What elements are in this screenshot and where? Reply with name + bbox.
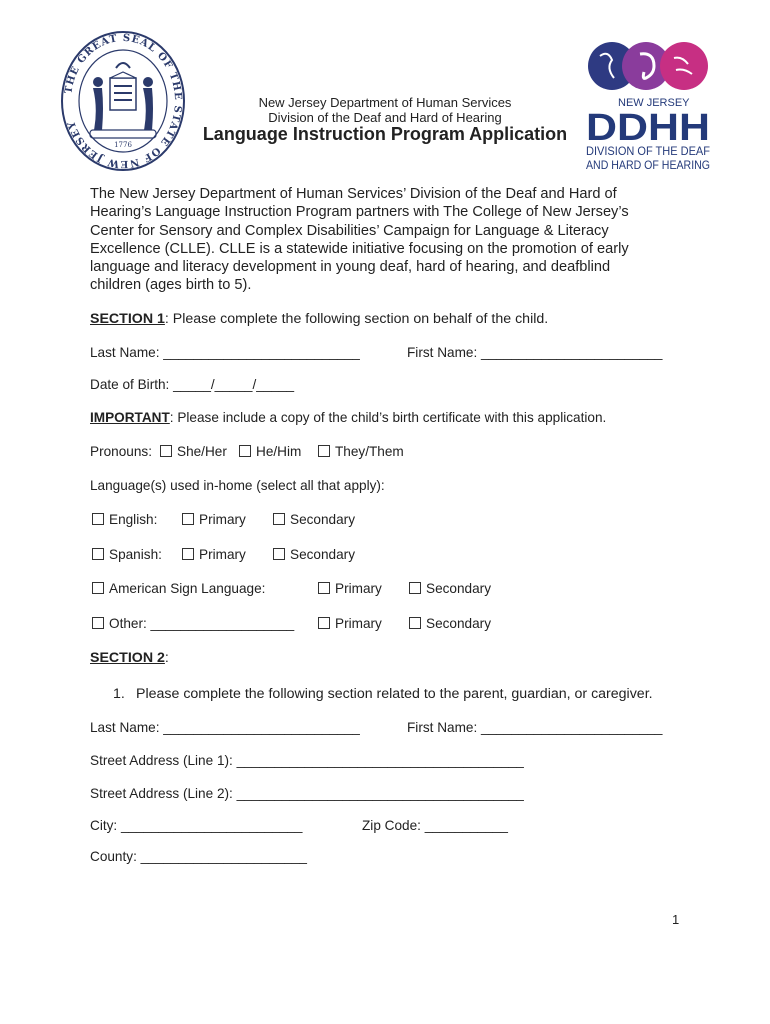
- important-text: : Please include a copy of the child’s birth certificate with this application.: [169, 410, 607, 425]
- ddhh-logo: [584, 38, 714, 172]
- zip-code-field[interactable]: Zip Code: ___________: [362, 818, 508, 833]
- checkbox[interactable]: [182, 513, 194, 525]
- other-primary-checkbox[interactable]: Primary: [318, 616, 382, 631]
- english-primary-checkbox[interactable]: Primary: [182, 512, 246, 527]
- street-address-line2-field[interactable]: Street Address (Line 2): ______________________________________: [90, 786, 524, 801]
- spanish-secondary-checkbox[interactable]: Secondary: [273, 547, 355, 562]
- date-of-birth-field[interactable]: Date of Birth: _____/_____/_____: [90, 377, 295, 392]
- checkbox[interactable]: [409, 582, 421, 594]
- language-other-checkbox[interactable]: Other: ___________________: [92, 616, 294, 631]
- svg-text:DDHH: DDHH: [586, 107, 710, 149]
- checkbox[interactable]: [318, 582, 330, 594]
- street-address-line1-field[interactable]: Street Address (Line 1): ______________________________________: [90, 753, 524, 768]
- child-first-name-field[interactable]: First Name: ________________________: [407, 345, 663, 360]
- asl-secondary-checkbox[interactable]: Secondary: [409, 581, 491, 596]
- svg-text:NEW JERSEY: NEW JERSEY: [618, 97, 690, 109]
- language-asl-checkbox[interactable]: American Sign Language:: [92, 581, 265, 596]
- checkbox[interactable]: [92, 582, 104, 594]
- section-2-heading: SECTION 2: [90, 650, 165, 666]
- checkbox[interactable]: [239, 445, 251, 457]
- pronouns-label: Pronouns:: [90, 444, 152, 459]
- pronoun-she-her-option[interactable]: She/Her: [160, 444, 227, 459]
- section-1-heading-row: [90, 311, 548, 327]
- parent-last-name-field[interactable]: Last Name: __________________________: [90, 720, 360, 735]
- english-secondary-checkbox[interactable]: Secondary: [273, 512, 355, 527]
- checkbox[interactable]: [92, 513, 104, 525]
- parent-first-name-field[interactable]: First Name: ________________________: [407, 720, 663, 735]
- language-spanish-checkbox[interactable]: Spanish:: [92, 547, 162, 562]
- intro-paragraph: The New Jersey Department of Human Services’ Division of the Deaf and Hard of Hearing’s Language Instruction Program partners with The College of New Jersey’s Center for Sensory and Complex Disabilities’ Campaign for Language & Literacy Excellence (CLLE). CLLE is a statewide initiative focusing on the promotion of early language and literacy development in young deaf, hard of hearing, and deafblind children (ages birth to 5).: [90, 186, 629, 294]
- section-2-heading-row: SECTION 2:: [90, 650, 169, 666]
- pronoun-they-them-option[interactable]: They/Them: [318, 444, 404, 459]
- section-1-heading: SECTION 1: [90, 311, 165, 327]
- pronoun-he-him-option[interactable]: He/Him: [239, 444, 301, 459]
- checkbox[interactable]: [160, 445, 172, 457]
- svg-text:1776: 1776: [114, 141, 132, 149]
- svg-text:THE GREAT SEAL OF THE STATE OF: THE GREAT SEAL OF THE STATE OF NEW JERSEY: [63, 32, 184, 170]
- languages-label: Language(s) used in-home (select all that apply):: [90, 478, 385, 493]
- county-field[interactable]: County: ______________________: [90, 849, 307, 864]
- page-title: Language Instruction Program Application: [202, 124, 568, 144]
- section-2-item-text: Please complete the following section related to the parent, guardian, or caregiver.: [136, 686, 653, 702]
- checkbox[interactable]: [409, 617, 421, 629]
- page-number: 1: [672, 912, 680, 927]
- department-name: New Jersey Department of Human Services: [258, 95, 512, 110]
- svg-text:DIVISION OF THE DEAF: DIVISION OF THE DEAF: [586, 144, 710, 158]
- section-2-item-number: 1.: [113, 686, 125, 702]
- other-secondary-checkbox[interactable]: Secondary: [409, 616, 491, 631]
- great-seal-of-new-jersey: [60, 30, 186, 172]
- checkbox[interactable]: [92, 617, 104, 629]
- checkbox[interactable]: [92, 548, 104, 560]
- checkbox[interactable]: [273, 548, 285, 560]
- checkbox[interactable]: [273, 513, 285, 525]
- city-field[interactable]: City: ________________________: [90, 818, 303, 833]
- language-english-checkbox[interactable]: English:: [92, 512, 157, 527]
- child-last-name-field[interactable]: Last Name: __________________________: [90, 345, 360, 360]
- svg-text:AND HARD OF HEARING: AND HARD OF HEARING: [586, 158, 710, 172]
- checkbox[interactable]: [318, 617, 330, 629]
- important-label: IMPORTANT: [90, 410, 170, 425]
- important-note: [90, 410, 606, 425]
- asl-primary-checkbox[interactable]: Primary: [318, 581, 382, 596]
- checkbox[interactable]: [318, 445, 330, 457]
- division-name: Division of the Deaf and Hard of Hearing: [268, 110, 502, 125]
- section-1-instruction: : Please complete the following section on behalf of the child.: [164, 311, 549, 327]
- checkbox[interactable]: [182, 548, 194, 560]
- spanish-primary-checkbox[interactable]: Primary: [182, 547, 246, 562]
